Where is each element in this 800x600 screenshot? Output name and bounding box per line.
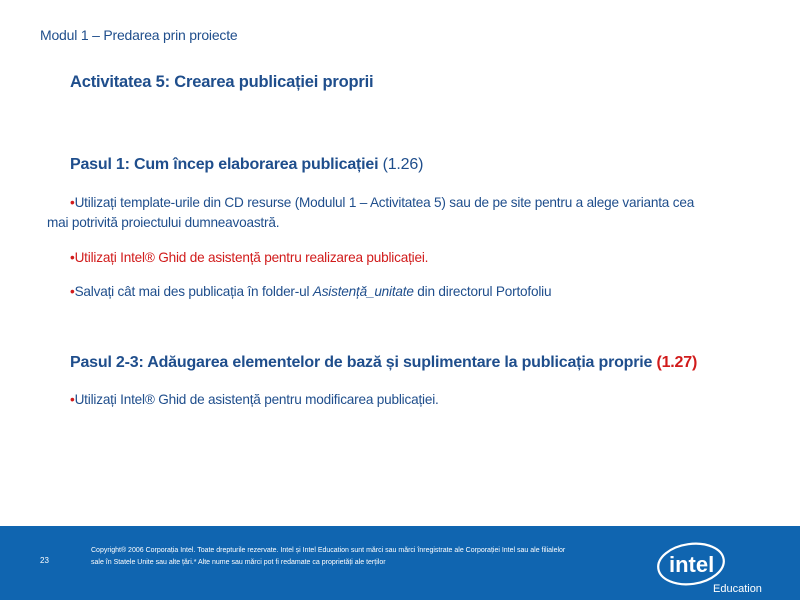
copyright-line-1: Copyright® 2006 Corporația Intel. Toate drepturile rezervate. Intel și Intel Education sunt mărci sau mărci înregistrate ale Corporației Intel sau ale filialelor: [91, 547, 566, 554]
bullet-dot: •: [70, 250, 75, 265]
step-1-bullet-1-continued: [47, 213, 767, 233]
copyright-notice: [91, 545, 631, 569]
bullet-text-line-1: Utilizați template-urile din CD resurse (Modulul 1 – Activitatea 5) sau de pe site pentru a alege varianta cea: [74, 195, 695, 210]
bullet-text-line-2: mai potrivită proiectului dumneavoastră.: [47, 215, 280, 230]
step-1-bullet-1: [70, 193, 770, 213]
bullet-text-prefix: Salvați cât mai des publicația în folder-ul: [74, 284, 313, 299]
bullet-text: Utilizați Intel® Ghid de asistență pentru realizarea publicației.: [74, 250, 429, 265]
bullet-text-suffix: din directorul Portofoliu: [413, 284, 552, 299]
bullet-text: Utilizați Intel® Ghid de asistență pentru modificarea publicației.: [74, 392, 439, 407]
logo-subtext: Education: [713, 583, 762, 595]
step-1-bullet-2: [70, 248, 770, 268]
intel-education-logo: [655, 538, 765, 596]
footer-bar: [0, 526, 800, 600]
step-1-ref: (1.26): [382, 156, 424, 173]
step-1-label: Pasul 1: Cum încep elaborarea publicației: [70, 156, 379, 173]
step-1-bullet-3: [70, 282, 770, 302]
folder-name: Asistență_unitate: [312, 284, 414, 299]
module-header: Modul 1 – Predarea prin proiecte: [40, 27, 238, 43]
logo-wordmark: intel: [669, 552, 715, 577]
bullet-dot: •: [70, 392, 75, 407]
step-2-ref: (1.27): [656, 354, 698, 371]
step-2-bullet-1: [70, 390, 770, 410]
bullet-dot: •: [70, 195, 75, 210]
step-2-label: Pasul 2-3: Adăugarea elementelor de bază și suplimentare la publicația proprie: [70, 354, 653, 371]
bullet-dot: •: [70, 284, 75, 299]
page-number: 23: [40, 556, 49, 565]
activity-title: Activitatea 5: Crearea publicației proprii: [70, 73, 374, 91]
copyright-line-2: sale în Statele Unite sau alte țări.* Alte nume sau mărci pot fi redamate ca proprietăți ale terților: [91, 559, 386, 566]
step-2-heading: [70, 354, 697, 372]
step-1-heading: [70, 156, 423, 174]
